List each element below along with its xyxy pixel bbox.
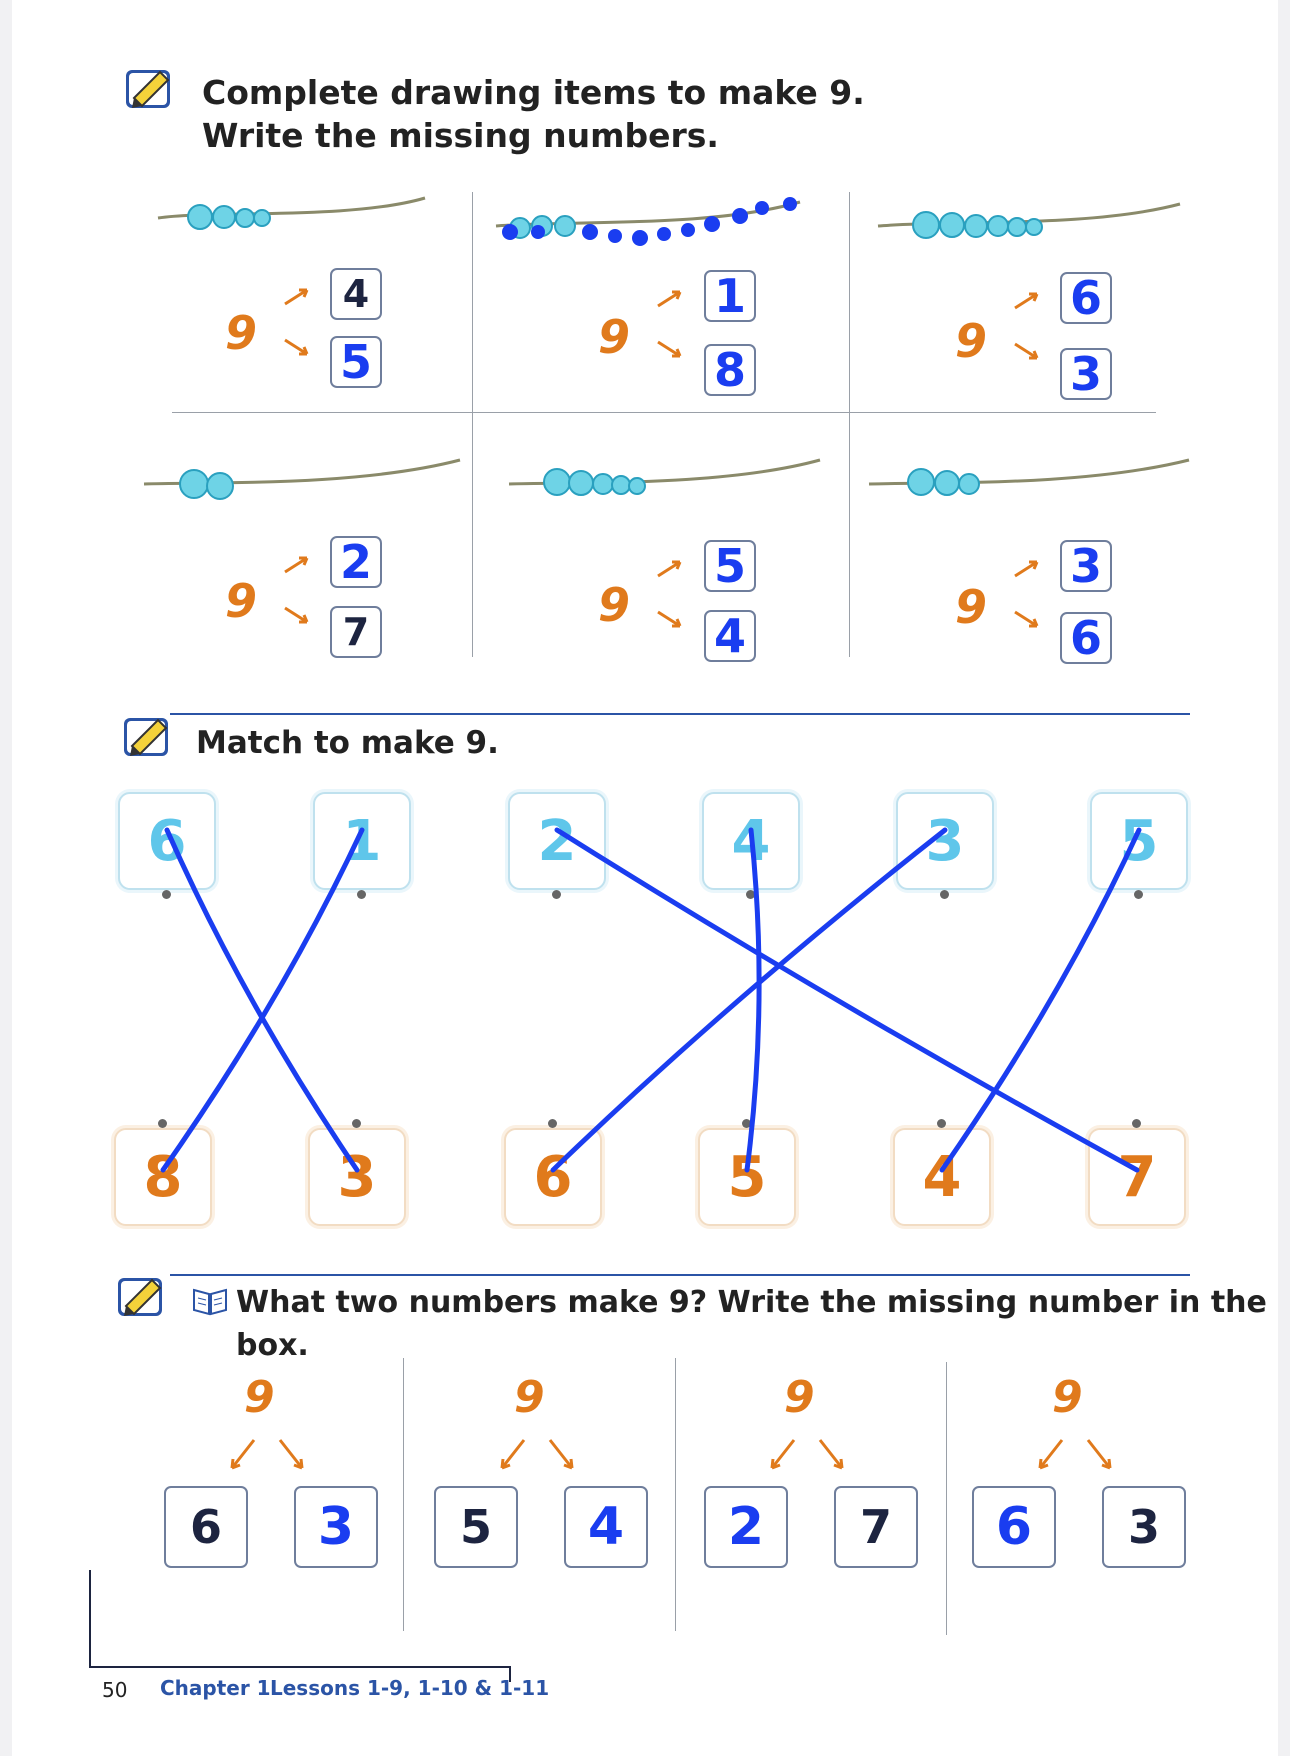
- bond-left-value: 5: [459, 1500, 492, 1554]
- match-card-bottom[interactable]: 3: [308, 1128, 406, 1226]
- match-card-bottom[interactable]: 6: [504, 1128, 602, 1226]
- bond-box-right[interactable]: [294, 1486, 378, 1568]
- section3-title: What two numbers make 9? Write the missing number in the box.: [236, 1285, 1267, 1363]
- bond-right-value: 4: [587, 1497, 625, 1557]
- whole-number: 9: [784, 1372, 815, 1423]
- answer-bottom-value: 5: [339, 335, 372, 389]
- footer-bracket: [89, 1666, 511, 1668]
- bond-box-left[interactable]: [164, 1486, 248, 1568]
- answer-top-value: 2: [339, 535, 372, 589]
- match-card-top[interactable]: 5: [1090, 792, 1188, 890]
- answer-bottom-value: 3: [1069, 347, 1102, 401]
- whole-number: 9: [1052, 1372, 1083, 1423]
- bond-left-value: 6: [189, 1500, 222, 1554]
- bond-right-value: 7: [859, 1500, 892, 1554]
- bond-arrows: [1020, 1434, 1130, 1482]
- whole-number: 9: [598, 578, 631, 632]
- section1-title-line2: Write the missing numbers.: [202, 116, 719, 155]
- section2-title: Match to make 9.: [196, 725, 499, 761]
- answer-bottom-value: 4: [713, 609, 746, 663]
- match-card-bottom[interactable]: 8: [114, 1128, 212, 1226]
- match-card-bottom[interactable]: 5: [698, 1128, 796, 1226]
- bond-right-value: 3: [317, 1497, 355, 1557]
- answer-top-value: 3: [1069, 539, 1102, 593]
- whole-number: 9: [244, 1372, 275, 1423]
- match-card-top[interactable]: 3: [896, 792, 994, 890]
- footer-lessons: Lessons 1-9, 1-10 & 1-11: [270, 1676, 550, 1700]
- bond-box-right[interactable]: [1102, 1486, 1186, 1568]
- column-divider: [946, 1362, 947, 1635]
- bond-box-left[interactable]: [704, 1486, 788, 1568]
- answer-top-value: 6: [1069, 271, 1102, 325]
- match-line: [553, 830, 945, 1170]
- answer-top-value: 4: [342, 272, 370, 316]
- answer-bottom-value: 6: [1069, 611, 1102, 665]
- answer-bottom-value: 8: [713, 343, 746, 397]
- footer-bracket: [89, 1570, 91, 1666]
- column-divider: [403, 1358, 404, 1631]
- answer-top-value: 5: [713, 539, 746, 593]
- whole-number: 9: [955, 314, 988, 368]
- bond-arrows: [482, 1434, 592, 1482]
- match-line: [747, 830, 759, 1170]
- bond-right-value: 3: [1127, 1500, 1160, 1554]
- match-card-top[interactable]: 1: [313, 792, 411, 890]
- pencil-icon: [112, 1268, 168, 1320]
- bond-box-right[interactable]: [564, 1486, 648, 1568]
- footer-chapter: Chapter 1: [160, 1676, 271, 1700]
- whole-number: 9: [225, 574, 258, 628]
- section3-rule: [170, 1274, 1190, 1276]
- bond-left-value: 6: [995, 1497, 1033, 1557]
- page-number: 50: [102, 1678, 128, 1702]
- match-card-top[interactable]: 4: [702, 792, 800, 890]
- whole-number: 9: [598, 310, 631, 364]
- bond-arrows: [752, 1434, 862, 1482]
- whole-number: 9: [514, 1372, 545, 1423]
- answer-bottom-value: 7: [342, 610, 370, 654]
- column-divider: [675, 1358, 676, 1631]
- bond-arrows: [212, 1434, 322, 1482]
- match-card-top[interactable]: 6: [118, 792, 216, 890]
- bond-box-left[interactable]: [972, 1486, 1056, 1568]
- match-card-bottom[interactable]: 7: [1088, 1128, 1186, 1226]
- whole-number: 9: [955, 580, 988, 634]
- section1-title-line1: Complete drawing items to make 9.: [202, 73, 865, 112]
- whole-number: 9: [225, 306, 258, 360]
- match-card-top[interactable]: 2: [508, 792, 606, 890]
- book-icon: [192, 1286, 228, 1316]
- bond-box-left[interactable]: [434, 1486, 518, 1568]
- bond-left-value: 2: [727, 1497, 765, 1557]
- answer-top-value: 1: [713, 269, 746, 323]
- bond-box-right[interactable]: [834, 1486, 918, 1568]
- match-card-bottom[interactable]: 4: [893, 1128, 991, 1226]
